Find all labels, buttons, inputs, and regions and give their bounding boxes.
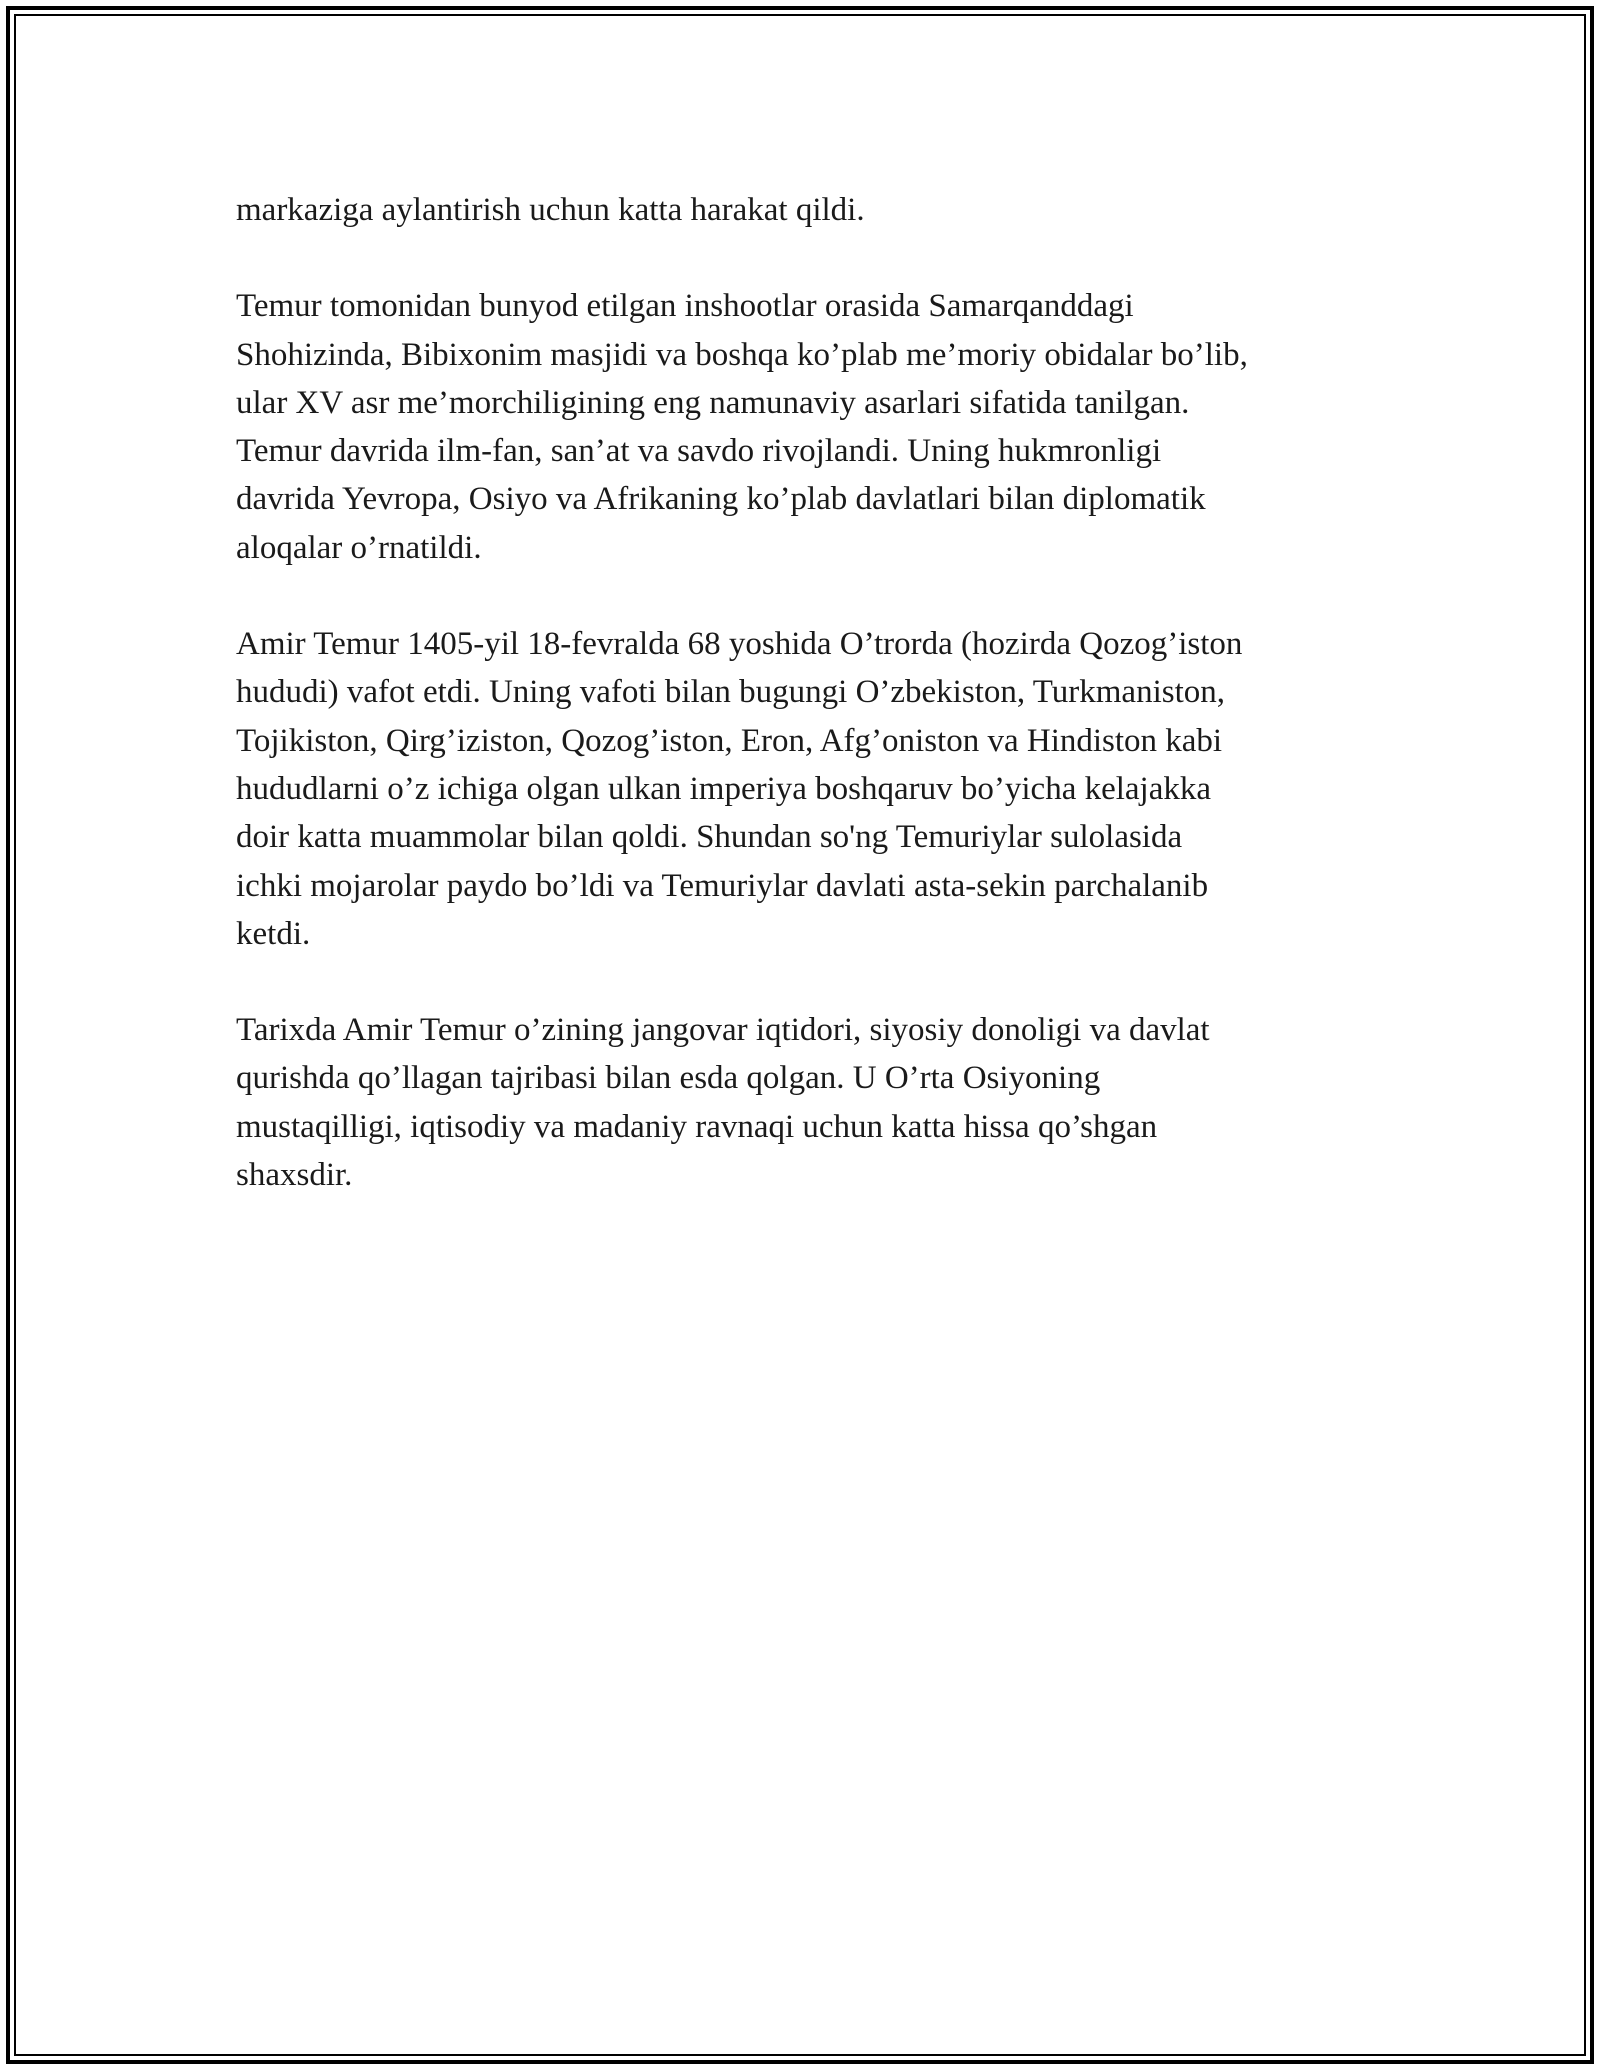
paragraph-2: Temur tomonidan bunyod etilgan inshootlar orasida Samarqanddagi Shohizinda, Bibixonim masjidi va boshqa ko’plab me’moriy obidalar bo’lib, ular XV asr me’morchiligining eng namunaviy asarlari sifatida tanilgan. Temur davrida ilm-fan, san’at va savdo rivojlandi. Uning hukmronligi davrida Yevropa, Osiyo va Afrikaning ko’plab davlatlari bilan diplomatik aloqalar o’rnatildi. bbox=[236, 288, 1248, 566]
document-body bbox=[236, 186, 1386, 1247]
paragraph-1: markaziga aylantirish uchun katta harakat qildi. bbox=[236, 192, 865, 228]
paragraph-4: Tarixda Amir Temur o’zining jangovar iqtidori, siyosiy donoligi va davlat qurishda qo’llagan tajribasi bilan esda qolgan. U O’rta Osiyoning mustaqilligi, iqtisodiy va madaniy ravnaqi uchun katta hissa qo’shgan shaxsdir. bbox=[236, 1012, 1210, 1194]
paragraph-3: Amir Temur 1405-yil 18-fevralda 68 yoshida O’trorda (hozirda Qozog’iston hududi) vafot etdi. Uning vafoti bilan bugungi O’zbekiston, Turkmaniston, Tojikiston, Qirg’iziston, Qozog’iston, Eron, Afg’oniston va Hindiston kabi hududlarni o’z ichiga olgan ulkan imperiya boshqaruv bo’yicha kelajakka doir katta muammolar bilan qoldi. Shundan so'ng Temuriylar sulolasida ichki mojarolar paydo bo’ldi va Temuriylar davlati asta-sekin parchalanib ketdi. bbox=[236, 626, 1243, 952]
